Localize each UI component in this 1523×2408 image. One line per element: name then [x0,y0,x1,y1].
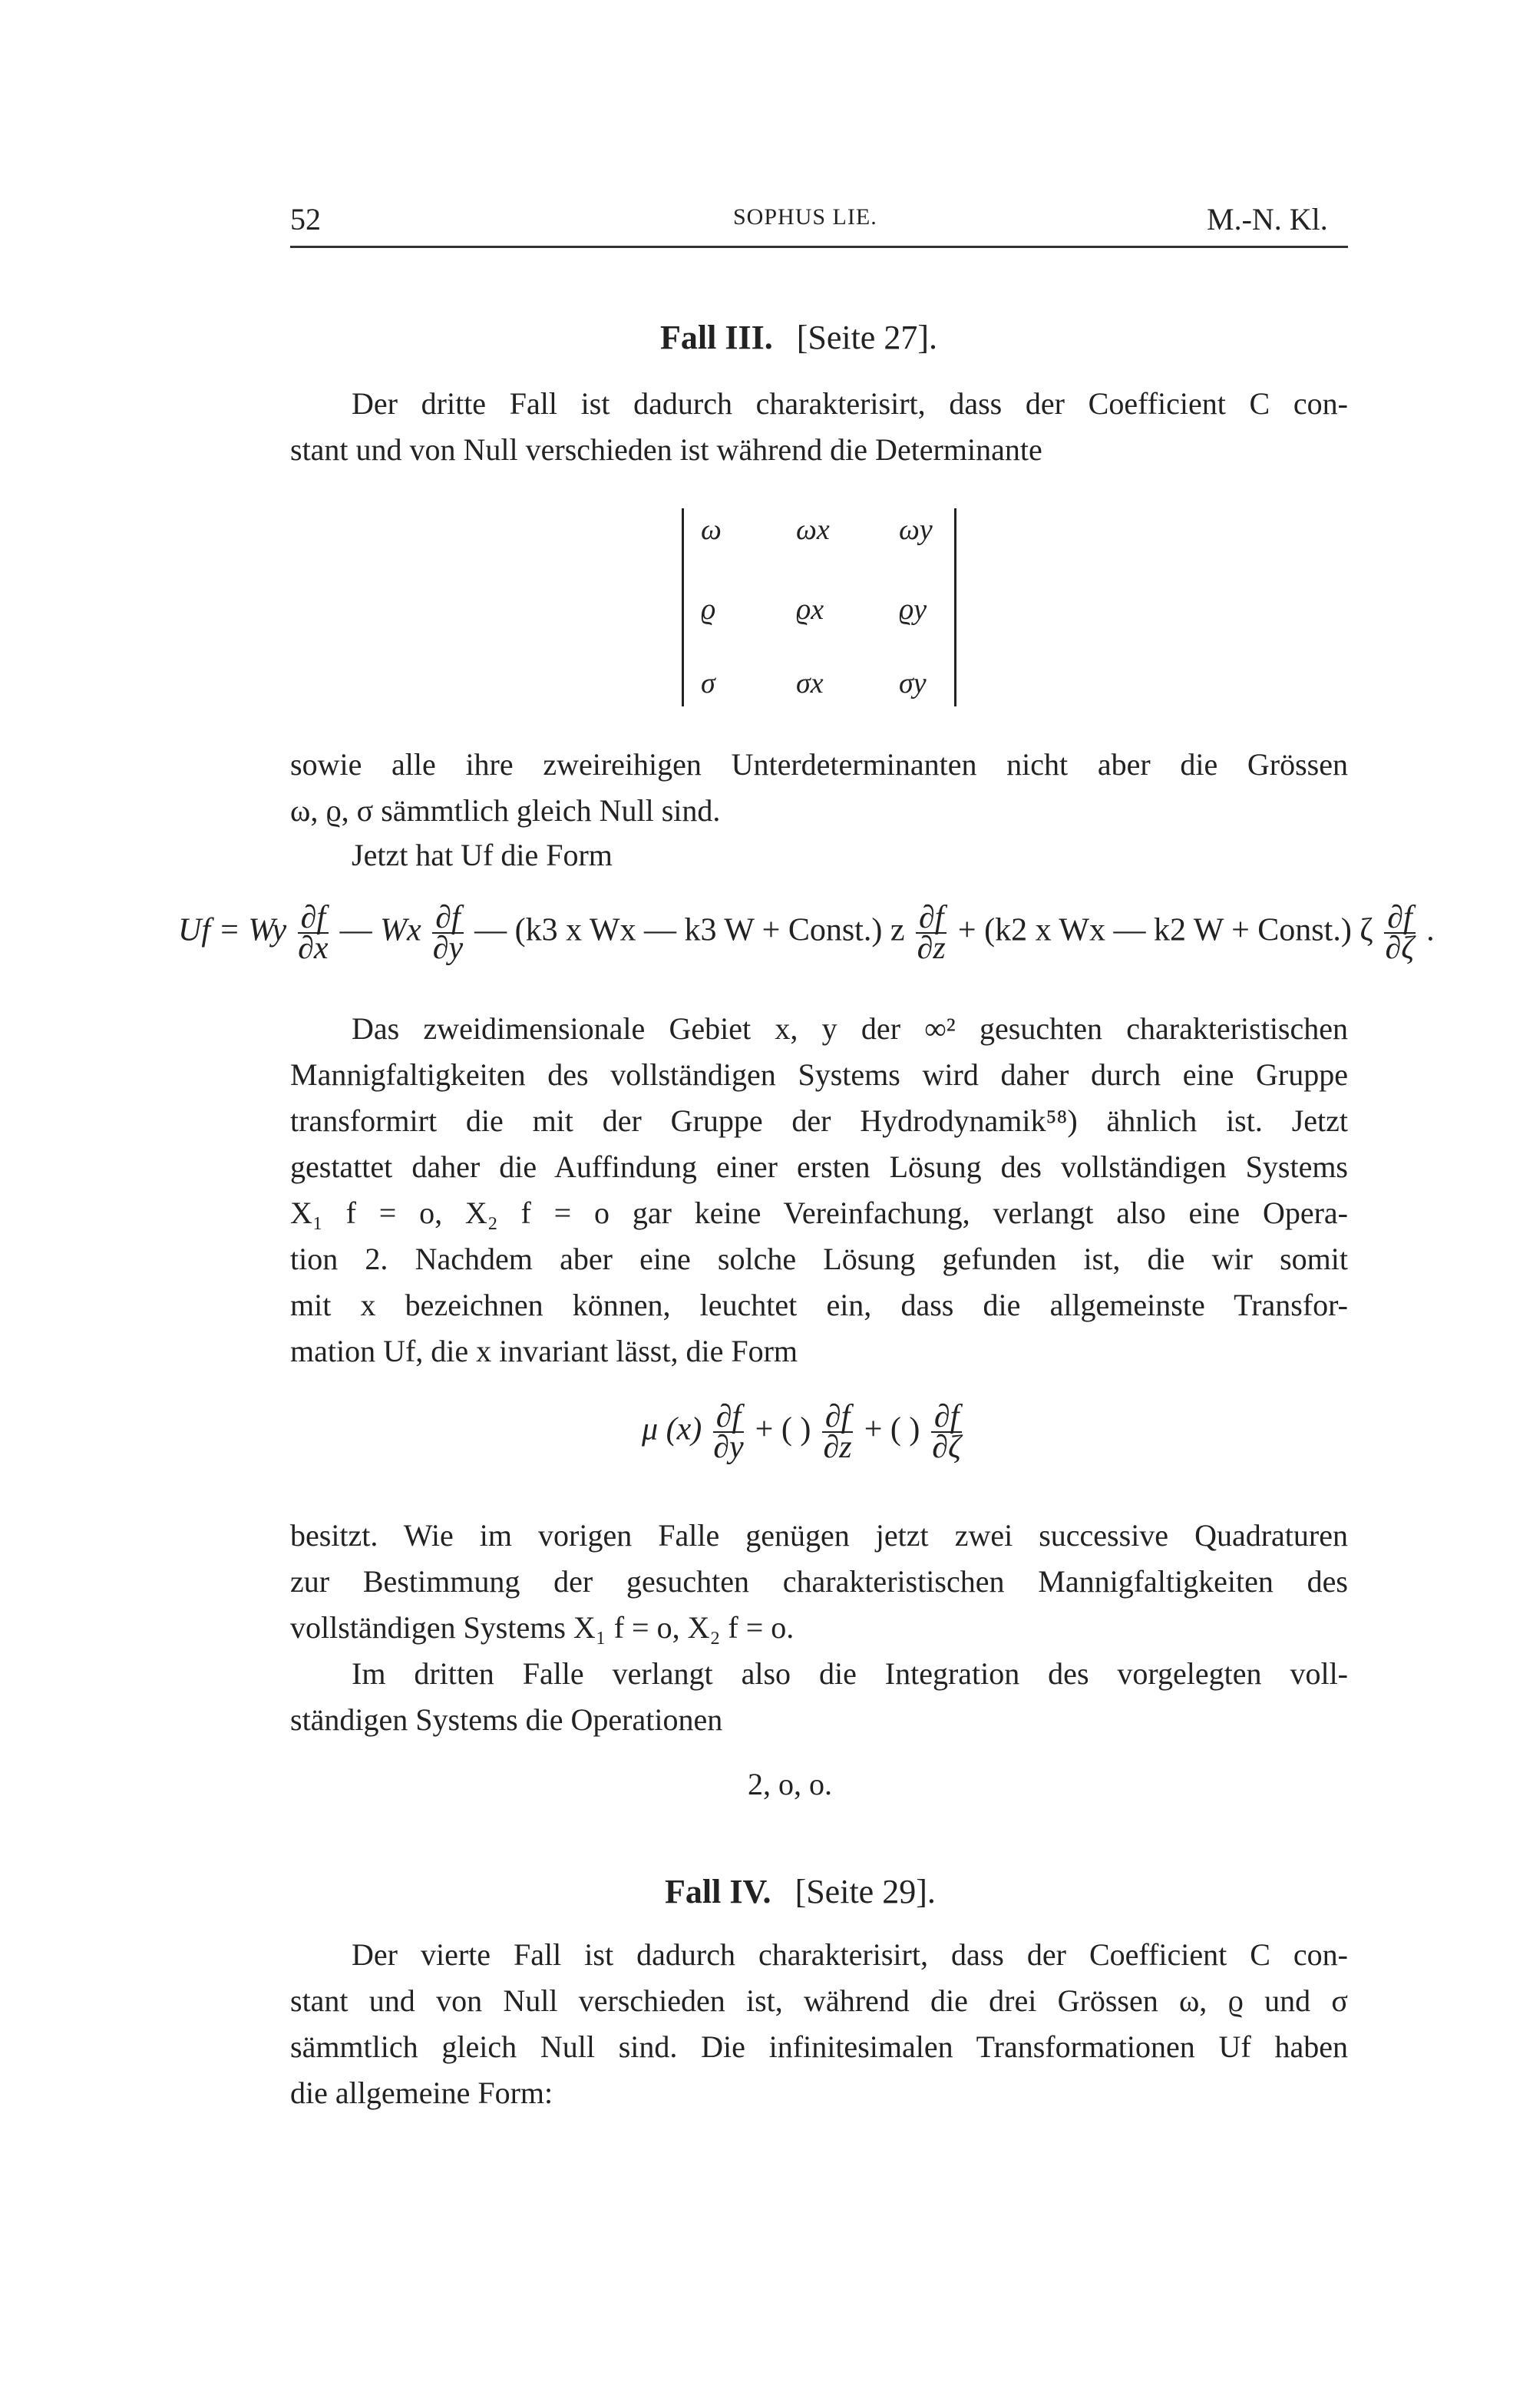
det-cell: ϱy [899,594,927,626]
after-det-line2: ω, ϱ, σ sämmtlich gleich Null sind. [290,793,721,828]
form-expression: μ (x) $\frac{\partial f}{\partial y}$ + ( ) $\frac{\partial f}{\partial z}$ + ( ) $\frac{\partial f}{\partial\zeta}$ [642,1399,962,1465]
det-cell: ϱx [796,594,824,626]
text-line: vollständigen Systems X₁ f = o, X₂ f = o. [290,1610,795,1645]
fall4-heading [665,1872,936,1911]
page-number: 52 [290,202,321,237]
fall4-heading-ref: [Seite 29]. [795,1873,936,1910]
text-line: Im dritten Falle verlangt also die Integration des vorgelegten voll- [352,1656,1348,1691]
operations: 2, o, o. [748,1767,832,1801]
text-line: X₁ f = o, X₂ f = o gar keine Vereinfachung, verlangt also eine Opera- [290,1196,1348,1230]
jetzt-line: Jetzt hat Uf die Form [352,838,613,872]
after-det-line1: sowie alle ihre zweireihigen Unterdeterminanten nicht aber die Grössen [290,747,1348,782]
uf-equation: Uf = Wy $\frac{\partial f}{\partial x}$ — Wx $\frac{\partial f}{\partial y}$ — (k3 x Wx — k3 W + Const.) z $\frac{\partial f}{\partial z}$ + (k2 x Wx — k2 W + Const.) ζ $\frac{\partial f}{\partial\zeta}$ . [178,900,1435,966]
fraction: $\frac{\partial f}{\partial\zeta}$ [1385,900,1415,966]
fall3-intro-line1: Der dritte Fall ist dadurch charakterisirt, dass der Coefficient C con- [352,386,1348,421]
fall4-heading-title: Fall IV. [665,1873,771,1910]
determinant [682,508,956,706]
text-line: sämmtlich gleich Null sind. Die infinitesimalen Transformationen Uf haben [290,2029,1348,2064]
det-cell: σy [899,667,927,700]
section-label: M.-N. Kl. [1207,202,1328,237]
fraction: $\frac{\partial f}{\partial y}$ [713,1399,744,1465]
det-cell: ωx [796,514,830,546]
text-line: ständigen Systems die Operationen [290,1702,723,1737]
fraction: $\frac{\partial f}{\partial z}$ [823,1399,852,1465]
text-line: Der vierte Fall ist dadurch charakterisirt, dass der Coefficient C con- [352,1937,1348,1972]
text-line: mation Uf, die x invariant lässt, die Form [290,1334,798,1368]
header-rule [290,246,1348,248]
text-line: Das zweidimensionale Gebiet x, y der ∞² gesuchten charakteristischen [352,1011,1348,1046]
para4 [290,1651,1348,1743]
text-line: transformirt die mit der Gruppe der Hydrodynamik⁵⁸) ähnlich ist. Jetzt [290,1103,1348,1138]
det-cell: ωy [899,514,933,546]
text-line: tion 2. Nachdem aber eine solche Lösung gefunden ist, die wir somit [290,1242,1348,1276]
text-line: die allgemeine Form: [290,2076,553,2110]
text-line: besitzt. Wie im vorigen Falle genügen jetzt zwei successive Quadraturen [290,1518,1348,1553]
text-line: mit x bezeichnen können, leuchtet ein, dass die allgemeinste Transfor- [290,1288,1348,1322]
det-cell: σx [796,667,824,700]
fraction: $\frac{\partial f}{\partial\zeta}$ [932,1399,962,1465]
det-cell: ϱ [701,594,716,626]
det-cell: σ [701,667,715,700]
text-line: zur Bestimmung der gesuchten charakteristischen Mannigfaltigkeiten des [290,1564,1348,1599]
fraction: $\frac{\partial f}{\partial y}$ [432,900,464,966]
text-line: Mannigfaltigkeiten des vollständigen Systems wird daher durch eine Gruppe [290,1057,1348,1092]
running-title: SOPHUS LIE. [733,204,877,230]
det-cell: ω [701,514,722,546]
fall3-intro-line2: stant und von Null verschieden ist während die Determinante [290,432,1042,467]
text-line: gestattet daher die Auffindung einer ersten Lösung des vollständigen Systems [290,1149,1348,1184]
para2 [290,1006,1348,1374]
fall4-para [290,1932,1348,2116]
fraction: $\frac{\partial f}{\partial z}$ [917,900,946,966]
fall3-heading [660,318,937,357]
fall3-heading-title: Fall III. [660,319,773,356]
para3 [290,1513,1348,1651]
fall3-heading-ref: [Seite 27]. [796,319,937,356]
fraction: $\frac{\partial f}{\partial x}$ [298,900,329,966]
text-line: stant und von Null verschieden ist, während die drei Grössen ω, ϱ und σ [290,1983,1348,2018]
